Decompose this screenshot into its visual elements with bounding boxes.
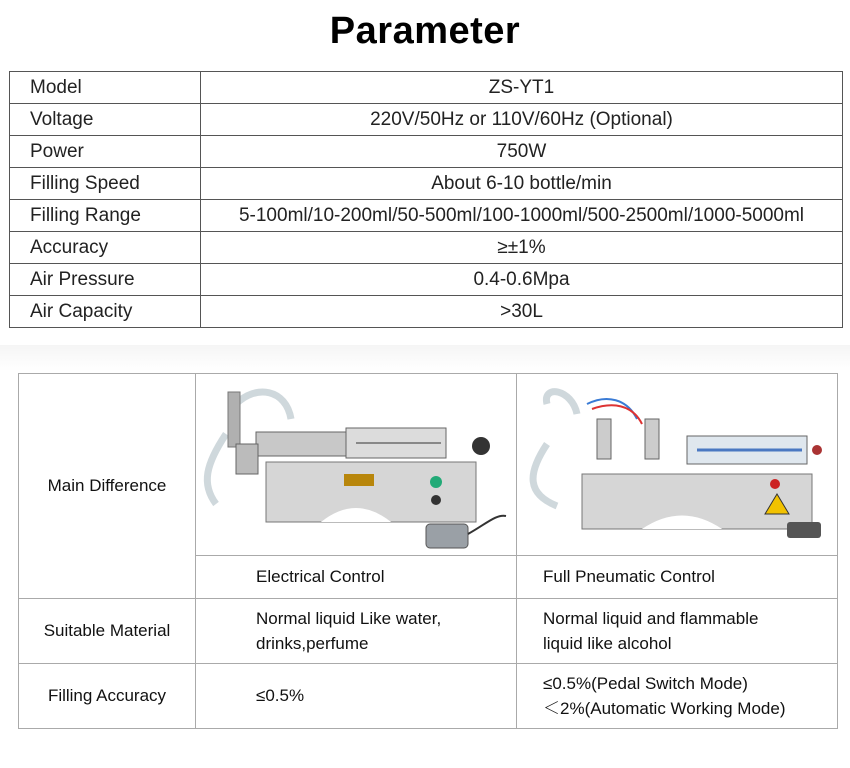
- electrical-material-line: Normal liquid Like water,: [256, 609, 442, 628]
- electrical-accuracy: ≤0.5%: [196, 664, 517, 729]
- pneumatic-machine-image: [517, 374, 838, 556]
- param-key: Filling Range: [10, 200, 201, 232]
- table-row: [10, 232, 843, 264]
- table-row: [19, 664, 838, 729]
- param-key: Voltage: [10, 104, 201, 136]
- param-key: Air Pressure: [10, 264, 201, 296]
- param-key: Power: [10, 136, 201, 168]
- main-difference-label: Main Difference: [19, 374, 196, 599]
- param-value: About 6-10 bottle/min: [201, 168, 843, 200]
- pneumatic-accuracy-cell: [517, 664, 838, 729]
- pneumatic-material-line: Normal liquid and flammable: [543, 609, 759, 628]
- param-value: 0.4-0.6Mpa: [201, 264, 843, 296]
- param-key: Model: [10, 72, 201, 104]
- electrical-material-cell: [196, 599, 517, 664]
- table-row: [19, 374, 838, 556]
- param-value: 5-100ml/10-200ml/50-500ml/100-1000ml/500-2500ml/1000-5000ml: [201, 200, 843, 232]
- pneumatic-material-cell: [517, 599, 838, 664]
- param-value: 220V/50Hz or 110V/60Hz (Optional): [201, 104, 843, 136]
- table-row: [10, 72, 843, 104]
- param-value: >30L: [201, 296, 843, 328]
- pneumatic-filling-machine-icon: [517, 374, 835, 555]
- electrical-control-label: Electrical Control: [196, 556, 517, 599]
- table-row: [10, 104, 843, 136]
- table-row: [10, 168, 843, 200]
- table-row: [10, 136, 843, 168]
- filling-accuracy-label: Filling Accuracy: [19, 664, 196, 729]
- page-title: Parameter: [329, 10, 521, 52]
- param-key: Accuracy: [10, 232, 201, 264]
- param-value: ≥±1%: [201, 232, 843, 264]
- electrical-filling-machine-icon: [196, 374, 514, 555]
- table-row: [10, 200, 843, 232]
- param-key: Air Capacity: [10, 296, 201, 328]
- electrical-material-line: drinks,perfume: [256, 634, 369, 653]
- param-value: 750W: [201, 136, 843, 168]
- table-row: [10, 264, 843, 296]
- pneumatic-control-label: Full Pneumatic Control: [517, 556, 838, 599]
- table-row: [10, 296, 843, 328]
- parameter-table: [9, 71, 843, 328]
- param-value: ZS-YT1: [201, 72, 843, 104]
- pneumatic-accuracy-line: ≤0.5%(Pedal Switch Mode): [543, 674, 748, 693]
- pneumatic-accuracy-line: ＜2%(Automatic Working Mode): [543, 699, 786, 718]
- param-key: Filling Speed: [10, 168, 201, 200]
- section-divider: [0, 345, 850, 371]
- comparison-table: [18, 373, 838, 729]
- electrical-machine-image: [196, 374, 517, 556]
- table-row: [19, 599, 838, 664]
- suitable-material-label: Suitable Material: [19, 599, 196, 664]
- pneumatic-material-line: liquid like alcohol: [543, 634, 672, 653]
